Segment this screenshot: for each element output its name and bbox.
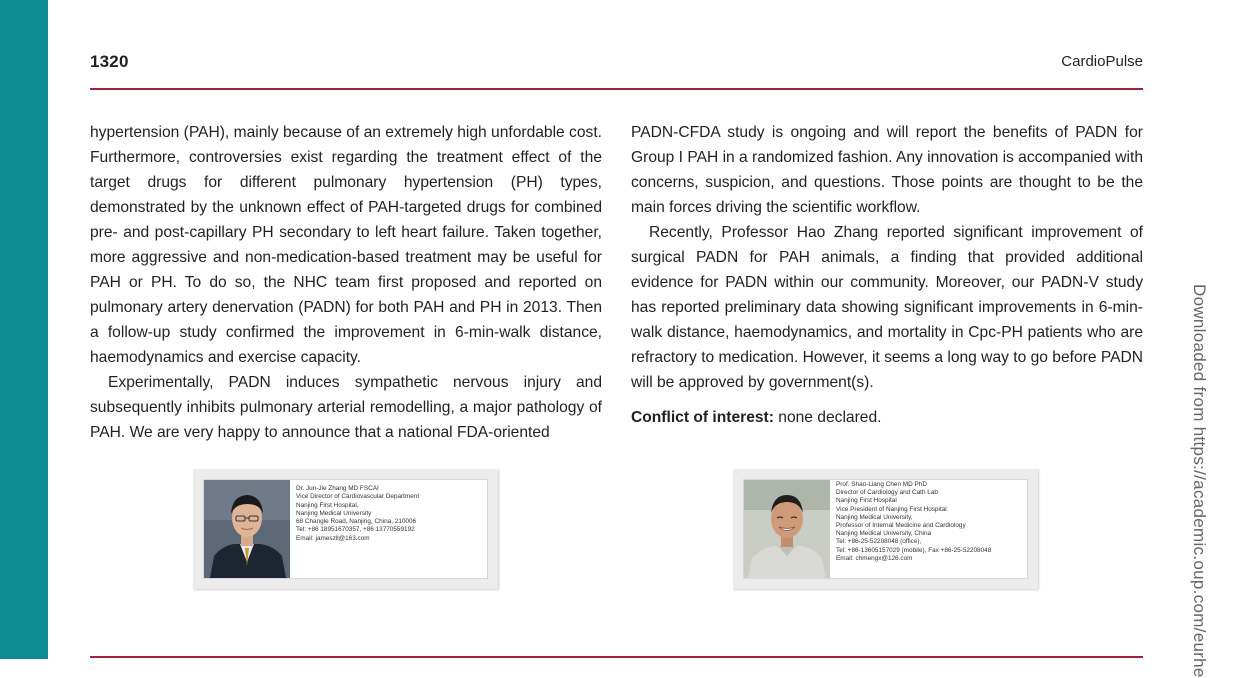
bio-line: Vice Director of Cardiovascular Department — [296, 493, 420, 501]
page-number: 1320 — [90, 52, 129, 71]
bio-line: 68 Changle Road, Nanjing, China, 210006 — [296, 518, 417, 526]
header-rule — [90, 88, 1143, 90]
conflict-of-interest — [631, 405, 1143, 430]
download-notice-link[interactable]: Downloaded from https://academic.oup.com/eurhe — [1190, 284, 1209, 678]
author-card-inner — [203, 479, 488, 579]
author-bio — [296, 485, 484, 543]
paragraph: PADN-CFDA study is ongoing and will report the benefits of PADN for Group I PAH in a randomized fashion. Any innovation is accompanied with concerns, suspicion, and questions. Those points are thought to be the main forces driving the scientific workflow. — [631, 124, 1143, 216]
running-head: CardioPulse — [1061, 53, 1143, 70]
bio-line: Nanjing Medical University, — [836, 513, 913, 521]
paragraph: Experimentally, PADN induces sympathetic nervous injury and subsequently inhibits pulmonary arterial remodelling, a major pathology of PAH. We are very happy to announce that a national FDA-oriented — [90, 374, 602, 441]
bio-line: Vice President of Nanjing First Hospital — [836, 505, 947, 513]
author-bio — [836, 481, 1024, 563]
author-photo — [204, 480, 290, 578]
coi-text: none declared. — [773, 409, 882, 426]
bio-line: Nanjing Medical University — [296, 509, 372, 517]
paragraph: hypertension (PAH), mainly because of an extremely high unfordable cost. Furthermore, controversies exist regarding the treatment effect of the target drugs for different pulmonary hypertension (PH) types, demonstrated by the unknown effect of PAH-targeted drugs for combined pre- and post-capillary PH secondary to left heart failure. Taken together, more aggressive and non-medication-based treatment may be useful for PAH or PH. To do so, the NHC team first proposed and reported on pulmonary artery denervation (PADN) for both PAH and PH in 2013. Then a follow-up study confirmed the improvement in 6-min-walk distance, haemodynamics and exercise capacity. — [90, 124, 602, 366]
author-card-chen — [733, 469, 1038, 589]
author-card-zhang — [193, 469, 498, 589]
right-column — [631, 120, 1143, 430]
bio-line: Nanjing First Hospital — [836, 497, 897, 505]
bio-line: Director of Cardiology and Cath Lab — [836, 489, 938, 497]
bio-line: Dr. Jun-Jie Zhang MD FSCAI — [296, 485, 379, 492]
author-photo — [744, 480, 830, 578]
bio-line: Nanjing First Hospital, — [296, 501, 359, 509]
portrait-image — [744, 480, 830, 578]
bio-line: Email: chmengx@126.com — [836, 554, 913, 562]
bio-line: Tel: +86-13605157029 (mobile), Fax +86-25-52208048 — [836, 546, 992, 554]
author-card-inner — [743, 479, 1028, 579]
footer-rule — [90, 656, 1143, 658]
bio-line: Nanjing Medical University, China — [836, 530, 932, 538]
paragraph: Recently, Professor Hao Zhang reported significant improvement of surgical PADN for PAH animals, a finding that provided additional evidence for PADN within our community. Moreover, our PADN-V study has reported preliminary data showing significant improvements in 6-min-walk distance, haemodynamics, and mortality in Cpc-PH patients who are refractory to medication. However, it seems a long way to go before PADN will be approved by government(s). — [631, 224, 1143, 391]
bio-line: Prof. Shao-Liang Chen MD PhD — [836, 481, 927, 488]
bio-line: Professor of Internal Medicine and Cardiology — [836, 522, 966, 530]
bio-line: Tel: +86 18951670357, +86 13770559192 — [296, 526, 415, 534]
teal-margin-band — [0, 0, 48, 659]
portrait-image — [204, 480, 290, 578]
bio-line: Tel: +86-25-52208048 (office), — [836, 538, 922, 546]
coi-label: Conflict of interest: — [631, 409, 774, 426]
left-column — [90, 120, 602, 445]
bio-line: Email: jameszll@163.com — [296, 534, 370, 542]
